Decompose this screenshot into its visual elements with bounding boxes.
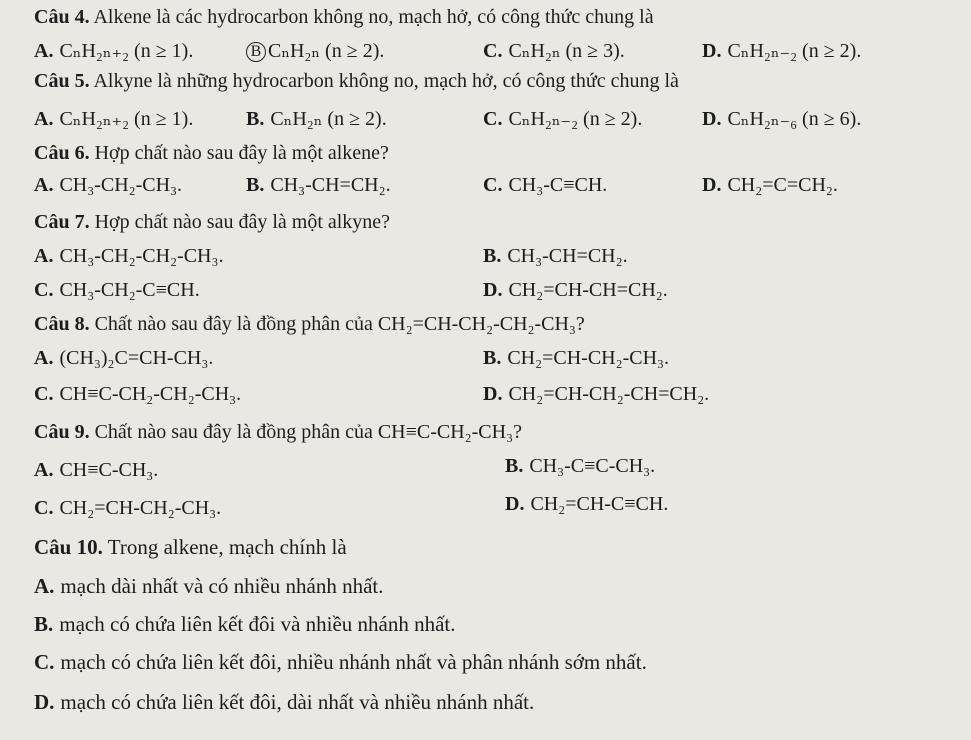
q5-option-c[interactable]: C. CₙH₂ₙ₋₂ (n ≥ 2). <box>483 108 643 130</box>
question-number: Câu 9. <box>34 421 90 443</box>
q6-option-b[interactable]: B. CH₃-CH=CH₂. <box>246 174 391 196</box>
q9-option-d[interactable]: D. CH₂=CH-C≡CH. <box>505 493 669 515</box>
q9-option-a[interactable]: A. CH≡C-CH₃. <box>34 459 159 481</box>
q4-option-c[interactable]: C. CₙH₂ₙ (n ≥ 3). <box>483 40 625 62</box>
question-stem: Alkene là các hydrocarbon không no, mạch hở, có công thức chung là <box>93 6 654 28</box>
question-stem: Chất nào sau đây là đồng phân của CH≡C-CH₂-CH₃? <box>94 421 522 443</box>
question-stem: Trong alkene, mạch chính là <box>107 535 347 559</box>
q6-option-a[interactable]: A. CH₃-CH₂-CH₃. <box>34 174 183 196</box>
q10-option-c[interactable]: C. mạch có chứa liên kết đôi, nhiều nhánh nhất và phân nhánh sớm nhất. <box>34 650 647 674</box>
question-7 <box>34 211 390 234</box>
question-number: Câu 6. <box>34 142 90 164</box>
q4-option-d[interactable]: D. CₙH₂ₙ₋₂ (n ≥ 2). <box>702 40 862 62</box>
question-number: Câu 7. <box>34 211 90 233</box>
question-stem: Hợp chất nào sau đây là một alkyne? <box>94 211 391 233</box>
q7-option-d[interactable]: D. CH₂=CH-CH=CH₂. <box>483 279 668 301</box>
selected-answer-mark: B <box>246 42 266 62</box>
q9-option-c[interactable]: C. CH₂=CH-CH₂-CH₃. <box>34 497 222 519</box>
q5-option-a[interactable]: A. CₙH₂ₙ₊₂ (n ≥ 1). <box>34 108 194 130</box>
question-stem: Alkyne là những hydrocarbon không no, mạch hở, có công thức chung là <box>93 70 679 92</box>
question-stem: Hợp chất nào sau đây là một alkene? <box>94 142 389 164</box>
question-4 <box>34 6 654 29</box>
question-number: Câu 4. <box>34 6 90 28</box>
q9-option-b[interactable]: B. CH₃-C≡C-CH₃. <box>505 455 656 477</box>
question-number: Câu 8. <box>34 313 90 335</box>
question-6 <box>34 142 389 165</box>
q10-option-b[interactable]: B. mạch có chứa liên kết đôi và nhiều nhánh nhất. <box>34 612 456 636</box>
question-5 <box>34 70 679 93</box>
q10-option-a[interactable]: A. mạch dài nhất và có nhiều nhánh nhất. <box>34 574 384 598</box>
q5-option-d[interactable]: D. CₙH₂ₙ₋₆ (n ≥ 6). <box>702 108 862 130</box>
q7-option-b[interactable]: B. CH₃-CH=CH₂. <box>483 245 628 267</box>
q8-option-b[interactable]: B. CH₂=CH-CH₂-CH₃. <box>483 347 669 369</box>
q10-option-d[interactable]: D. mạch có chứa liên kết đôi, dài nhất và nhiều nhánh nhất. <box>34 690 535 714</box>
q6-option-c[interactable]: C. CH₃-C≡CH. <box>483 174 608 196</box>
q4-option-a[interactable]: A. CₙH₂ₙ₊₂ (n ≥ 1). <box>34 40 194 62</box>
q7-option-a[interactable]: A. CH₃-CH₂-CH₂-CH₃. <box>34 245 224 267</box>
question-10 <box>34 535 347 560</box>
question-number: Câu 5. <box>34 70 90 92</box>
q6-option-d[interactable]: D. CH₂=C=CH₂. <box>702 174 838 196</box>
q7-option-c[interactable]: C. CH₃-CH₂-C≡CH. <box>34 279 200 301</box>
question-stem: Chất nào sau đây là đồng phân của CH₂=CH-CH₂-CH₂-CH₃? <box>94 313 585 335</box>
q8-option-a[interactable]: A. (CH₃)₂C=CH-CH₃. <box>34 347 214 369</box>
question-8 <box>34 313 585 336</box>
question-9 <box>34 421 522 444</box>
q8-option-c[interactable]: C. CH≡C-CH₂-CH₂-CH₃. <box>34 383 242 405</box>
q4-option-b[interactable]: B CₙH₂ₙ (n ≥ 2). <box>246 38 384 63</box>
question-number: Câu 10. <box>34 535 103 559</box>
q8-option-d[interactable]: D. CH₂=CH-CH₂-CH=CH₂. <box>483 383 710 405</box>
q5-option-b[interactable]: B. CₙH₂ₙ (n ≥ 2). <box>246 108 387 130</box>
